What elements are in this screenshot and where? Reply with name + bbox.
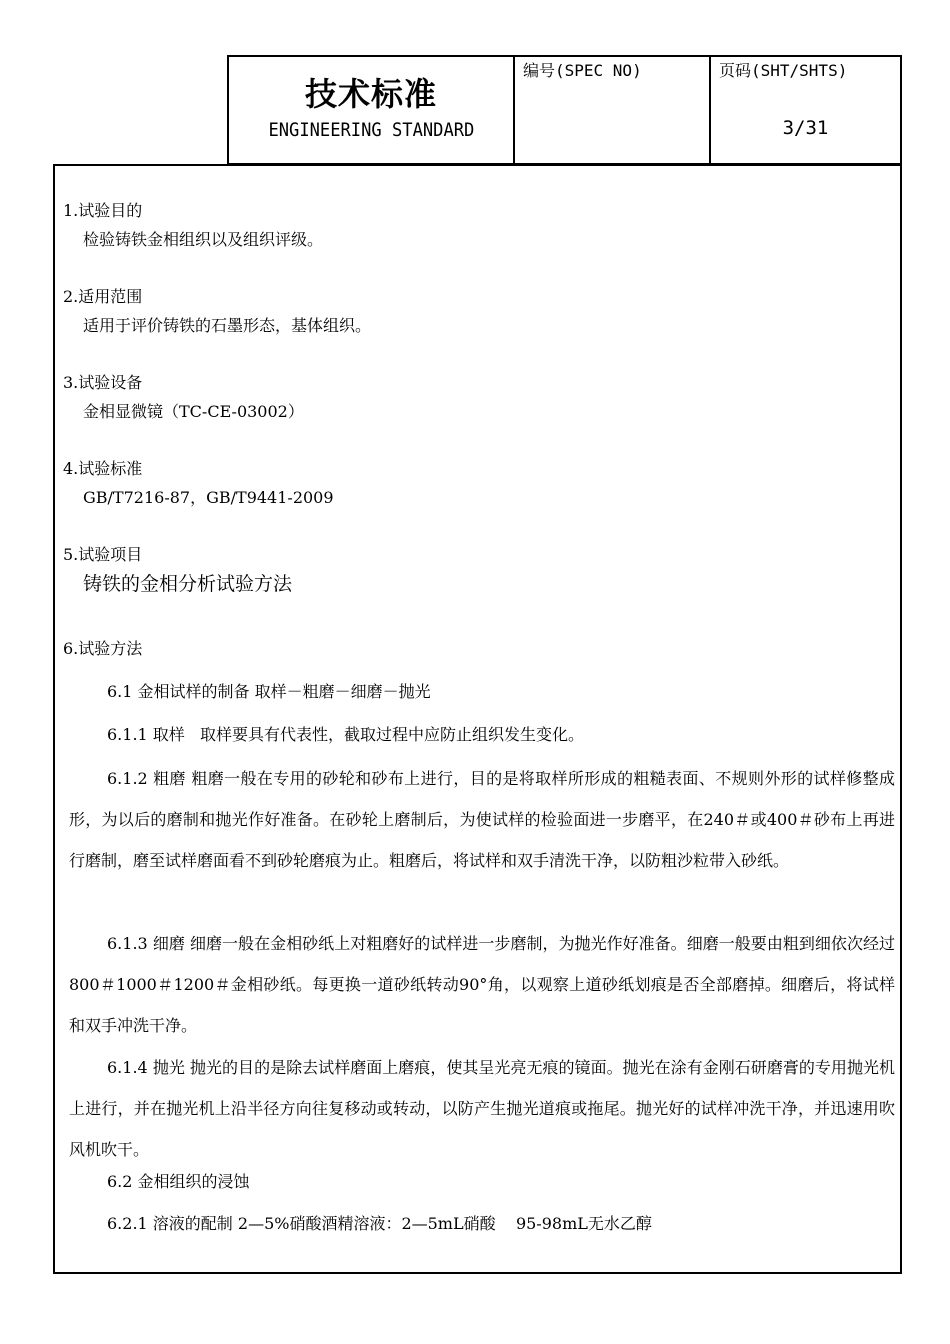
title-chinese: 技术标准 xyxy=(304,75,437,113)
section-1-text: 检验铸铁金相组织以及组织评级。 xyxy=(83,230,324,249)
section-4-title: 4.试验标准 xyxy=(63,459,143,478)
method-6-1-2-text: 6.1.2 粗磨 粗磨一般在专用的砂轮和砂布上进行，目的是将取样所形成的粗糙表面、不规则外形的试样修整成形，为以后的磨制和抛光作好准备。在砂轮上磨制后，为使试样的检验面进一步磨平，在240＃或400＃砂布上再进行磨制，磨至试样磨面看不到砂轮磨痕为止。粗磨后，将试样和双手清洗干净，以防粗沙粒带入砂纸。 xyxy=(69,769,895,870)
section-6-title: 6.试验方法 xyxy=(63,639,143,658)
section-5-title: 5.试验项目 xyxy=(63,545,143,564)
method-6-1-3 xyxy=(69,923,895,1046)
method-6-1-1: 6.1.1 取样 取样要具有代表性，截取过程中应防止组织发生变化。 xyxy=(107,725,585,744)
method-6-2: 6.2 金相组织的浸蚀 xyxy=(107,1172,250,1191)
section-3-text: 金相显微镜（TC-CE-03002） xyxy=(83,402,304,421)
method-6-1-4-text: 6.1.4 抛光 抛光的目的是除去试样磨面上磨痕，使其呈光亮无痕的镜面。抛光在涂有金刚石研磨膏的专用抛光机上进行，并在抛光机上沿半径方向往复移动或转动，以防产生抛光道痕或拖尾。抛光好的试样冲洗干净，并迅速用吹风机吹干。 xyxy=(69,1058,895,1159)
method-6-1-4 xyxy=(69,1047,895,1170)
section-1-title: 1.试验目的 xyxy=(63,201,143,220)
page-number: 3/31 xyxy=(782,117,829,139)
method-6-1-3-text: 6.1.3 细磨 细磨一般在金相砂纸上对粗磨好的试样进一步磨制，为抛光作好准备。细磨一般要由粗到细依次经过800＃1000＃1200＃金相砂纸。每更换一道砂纸转动90°角，以观察上道砂纸划痕是否全部磨掉。细磨后，将试样和双手冲洗干净。 xyxy=(69,934,895,1035)
section-5-text: 铸铁的金相分析试验方法 xyxy=(83,573,293,595)
method-6-1: 6.1 金相试样的制备 取样－粗磨－细磨－抛光 xyxy=(107,682,431,701)
method-6-2-1: 6.2.1 溶液的配制 2—5%硝酸酒精溶液：2—5mL硝酸 95-98mL无水乙醇 xyxy=(107,1214,652,1233)
section-3-title: 3.试验设备 xyxy=(63,373,143,392)
document-header xyxy=(227,55,902,165)
header-spec-cell xyxy=(515,57,711,163)
section-4-text: GB/T7216-87，GB/T9441-2009 xyxy=(83,488,334,507)
header-title-cell xyxy=(229,57,515,163)
title-english: ENGINEERING STANDARD xyxy=(268,119,474,141)
spec-label: 编号(SPEC NO) xyxy=(523,61,642,80)
section-2-text: 适用于评价铸铁的石墨形态，基体组织。 xyxy=(83,316,372,335)
document-body xyxy=(53,164,902,1274)
page-label: 页码(SHT/SHTS) xyxy=(719,61,848,80)
header-page-cell xyxy=(711,57,900,163)
section-2-title: 2.适用范围 xyxy=(63,287,143,306)
method-6-1-2 xyxy=(69,758,895,881)
